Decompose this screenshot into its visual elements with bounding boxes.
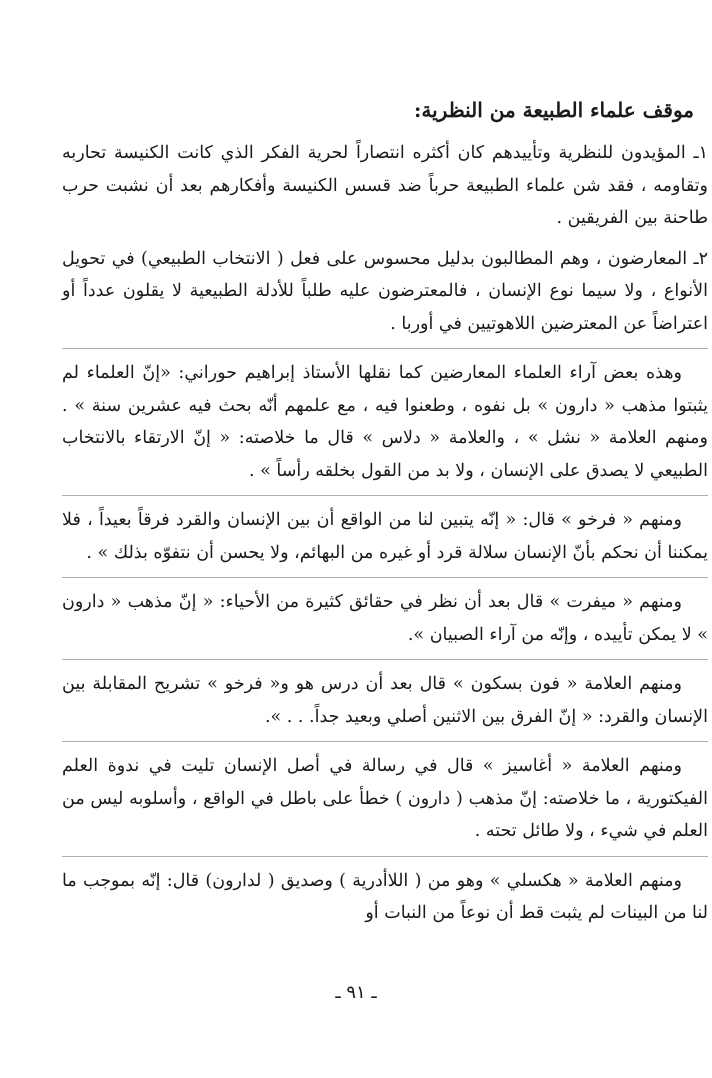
paragraph-von-bischoff: ومنهم العلامة « فون بسكون » قال بعد أن درس هو و« فرخو » تشريح المقابلة بين الإنسان والقرد: « إنّ الفرق بين الاثنين أصلي وبعيد جداً. . . ». <box>62 674 708 727</box>
divider <box>62 577 708 578</box>
divider <box>62 856 708 857</box>
paragraph-virchow: ومنهم « فرخو » قال: « إنّه يتبين لنا من الواقع أن بين الإنسان والقرد فرقاً بعيداً ، فلا يمكننا أن نحكم بأنّ الإنسان سلالة قرد أو غيره من البهائم، ولا يحسن أن نتفوّه بذلك » . <box>62 510 708 563</box>
document-page <box>62 95 708 938</box>
page-number: ـ ٩١ ـ <box>335 982 377 1003</box>
paragraph-supporters: ١ـ المؤيدون للنظرية وتأييدهم كان أكثره انتصاراً لحرية الفكر الذي كانت الكنيسة تحاربه وتقاومه ، فقد شن علماء الطبيعة حرباً ضد قسس الكنيسة وأفكارهم بعد أن نشبت حرب طاحنة بين الفريقين . <box>62 143 708 228</box>
section-heading: موقف علماء الطبيعة من النظرية: <box>413 98 694 122</box>
paragraph-mivart: ومنهم « ميفرت » قال بعد أن نظر في حقائق كثيرة من الأحياء: « إنّ مذهب « دارون » لا يمكن تأييده ، وإنّه من آراء الصبيان ». <box>62 592 708 645</box>
divider <box>62 659 708 660</box>
paragraph-huxley: ومنهم العلامة « هكسلي » وهو من ( اللاأدرية ) وصديق ( لدارون) قال: إنّه بموجب ما لنا من البينات لم يثبت قط أن نوعاً من النبات أو <box>62 870 708 923</box>
divider <box>62 348 708 349</box>
divider <box>62 495 708 496</box>
divider <box>62 741 708 742</box>
paragraph-opponents: ٢ـ المعارضون ، وهم المطالبون بدليل محسوس على فعل ( الانتخاب الطبيعي) في تحويل الأنواع ، ولا سيما نوع الإنسان ، فالمعترضون عليه طلباً للأدلة الطبيعية لا يقلون عدداً أو اعتراضاً عن المعترضين اللاهوتيين في أوربا . <box>62 248 708 334</box>
paragraph-hourani-quote: وهذه بعض آراء العلماء المعارضين كما نقلها الأستاذ إبراهيم حوراني: «إنّ العلماء لم يثبتوا مذهب « دارون » بل نفوه ، وطعنوا فيه ، مع علمهم أنّه بحث فيه عشرين سنة » . ومنهم العلامة « نشل » ، والعلامة « دلاس » قال ما خلاصته: « إنّ الارتقاء بالانتخاب الطبيعي لا يصدق على الإنسان ، ولا بد من القول بخلقه رأساً » . <box>62 363 708 481</box>
paragraph-agassiz: ومنهم العلامة « أغاسيز » قال في رسالة في أصل الإنسان تليت في ندوة العلم الفيكتورية ، ما خلاصته: إنّ مذهب ( دارون ) خطأ على باطل في الواقع ، وأسلوبه ليس من العلم في شيء ، ولا طائل تحته . <box>62 756 708 841</box>
